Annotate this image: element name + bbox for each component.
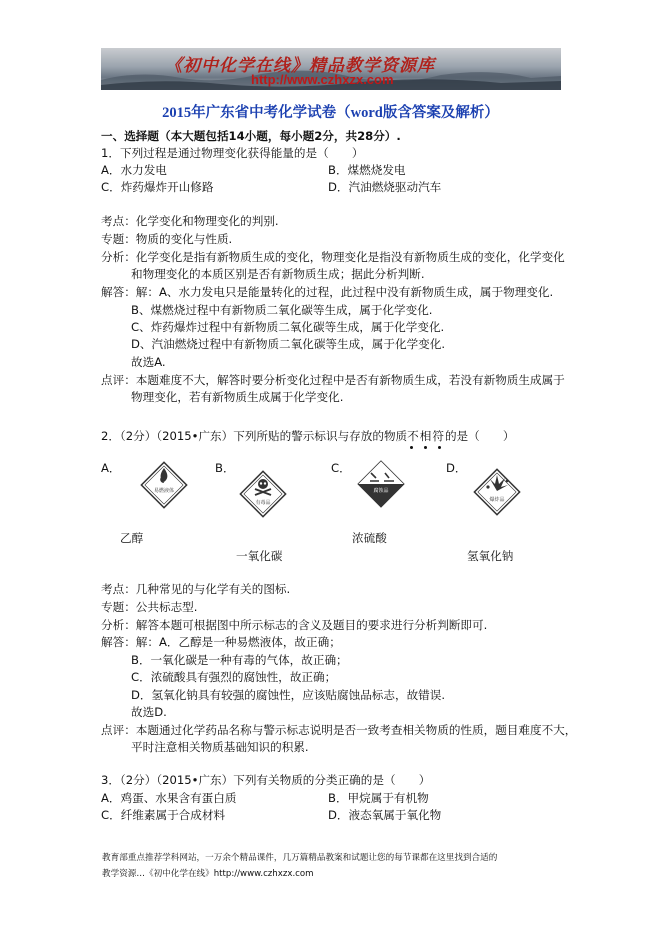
q2-substance-d: 氢氧化钠 bbox=[467, 549, 514, 563]
q1-answer-3: C、炸药爆炸过程中有新物质二氧化碳等生成，属于化学变化. bbox=[131, 320, 445, 334]
flammable-liquid-sign-icon bbox=[137, 458, 191, 512]
q1-analysis-2: 和物理变化的本质区别是否有新物质生成；据此分析判断. bbox=[131, 267, 425, 281]
q2-substance-b: 一氧化碳 bbox=[236, 549, 283, 563]
q1-zhuanti: 专题：物质的变化与性质. bbox=[101, 232, 233, 246]
q2-letter-c: C． bbox=[331, 461, 351, 475]
q2-letter-a: A． bbox=[101, 461, 121, 475]
q1-option-b: B．煤燃烧发电 bbox=[328, 163, 406, 177]
q1-analysis-1: 分析：化学变化是指有新物质生成的变化，物理变化是指没有新物质生成的变化，化学变化 bbox=[101, 250, 565, 264]
emphasis-dot bbox=[410, 446, 413, 449]
footer-line-1: 教育部重点推荐学科网站，一万余个精品课件，几万篇精品教案和试题让您的每节课都在这里找到合适的 bbox=[102, 853, 498, 863]
banner-title: 《初中化学在线》精品教学资源库 bbox=[165, 56, 435, 76]
toxic-sign-icon bbox=[236, 467, 290, 521]
q2-comment-1: 点评：本题通过化学药品名称与警示标志说明是否一致考查相关物质的性质，题目难度不大， bbox=[101, 723, 577, 737]
emphasis-dot bbox=[438, 446, 441, 449]
q2-answer-4: D．氢氧化钠具有较强的腐蚀性，应该贴腐蚀品标志，故错误. bbox=[131, 688, 446, 702]
q1-option-c: C．炸药爆炸开山修路 bbox=[101, 180, 214, 194]
q2-answer-1: 解答：解：A．乙醇是一种易燃液体，故正确； bbox=[101, 635, 341, 649]
q2-stem-end: 的是（ ） bbox=[444, 429, 515, 443]
q1-kaodian: 考点：化学变化和物理变化的判别. bbox=[101, 214, 279, 228]
q2-substance-c: 浓硫酸 bbox=[352, 531, 387, 545]
emphasis-dot bbox=[424, 446, 427, 449]
q2-substance-a: 乙醇 bbox=[120, 531, 144, 545]
q1-option-a: A．水力发电 bbox=[101, 163, 167, 177]
q2-answer-5: 故选D. bbox=[131, 705, 167, 719]
corrosive-sign-icon bbox=[354, 457, 408, 511]
q2-letter-b: B． bbox=[215, 461, 235, 475]
q1-answer-4: D、汽油燃烧过程中有新物质二氧化碳等生成，属于化学变化. bbox=[131, 337, 446, 351]
banner-url[interactable]: http://www.czhxzx.com bbox=[251, 72, 394, 87]
sign-a-text: 易燃液体 bbox=[153, 488, 175, 494]
q1-answer-2: B、煤燃烧过程中有新物质二氧化碳等生成，属于化学变化. bbox=[131, 303, 433, 317]
q1-comment-1: 点评：本题难度不大，解答时要分析变化过程中是否有新物质生成，若没有新物质生成属于 bbox=[101, 373, 565, 387]
q3-stem: 3．（2分）（2015•广东）下列有关物质的分类正确的是（ ） bbox=[101, 773, 431, 787]
q1-answer-5: 故选A. bbox=[131, 355, 166, 369]
q3-option-c: C．纤维素属于合成材料 bbox=[101, 808, 226, 822]
sign-d-text: 爆炸品 bbox=[489, 497, 505, 503]
explosive-sign-icon bbox=[470, 465, 524, 519]
footer-line-2: 教学资源…《初中化学在线》http://www.czhxzx.com bbox=[102, 869, 314, 879]
q2-analysis: 分析：解答本题可根据图中所示标志的含义及题目的要求进行分析判断即可. bbox=[101, 618, 488, 632]
q2-stem bbox=[101, 428, 515, 444]
q1-option-d: D．汽油燃烧驱动汽车 bbox=[328, 180, 442, 194]
section-heading: 一、选择题（本大题包括14小题，每小题2分，共28分）. bbox=[101, 129, 401, 143]
q2-answer-3: C．浓硫酸具有强烈的腐蚀性，故正确； bbox=[131, 670, 337, 684]
document-title: 2015年广东省中考化学试卷（word版含答案及解析） bbox=[162, 105, 499, 121]
q2-letter-d: D． bbox=[446, 461, 467, 475]
sign-c-text: 腐蚀品 bbox=[373, 488, 389, 494]
q1-comment-2: 物理变化，若有新物质生成属于化学变化. bbox=[131, 390, 344, 404]
q2-zhuanti: 专题：公共标志型. bbox=[101, 600, 198, 614]
sign-b-text: 有毒品 bbox=[255, 500, 271, 506]
site-banner bbox=[101, 48, 561, 90]
q3-option-b: B．甲烷属于有机物 bbox=[328, 791, 429, 805]
q3-option-a: A．鸡蛋、水果含有蛋白质 bbox=[101, 791, 237, 805]
q2-stem-start: 2．（2分）（2015•广东）下列所贴的警示标识与存放的物质 bbox=[101, 429, 408, 443]
q1-stem: 1．下列过程是通过物理变化获得能量的是（ ） bbox=[101, 146, 364, 160]
q2-stem-emphasis: 不相符 bbox=[407, 429, 445, 443]
q1-answer-1: 解答：解：A、水力发电只是能量转化的过程，此过程中没有新物质生成，属于物理变化. bbox=[101, 285, 554, 299]
q2-kaodian: 考点：几种常见的与化学有关的图标. bbox=[101, 582, 291, 596]
q3-option-d: D．液态氧属于氧化物 bbox=[328, 808, 442, 822]
q2-comment-2: 平时注意相关物质基础知识的积累. bbox=[131, 740, 309, 754]
q2-answer-2: B．一氧化碳是一种有毒的气体，故正确； bbox=[131, 653, 348, 667]
